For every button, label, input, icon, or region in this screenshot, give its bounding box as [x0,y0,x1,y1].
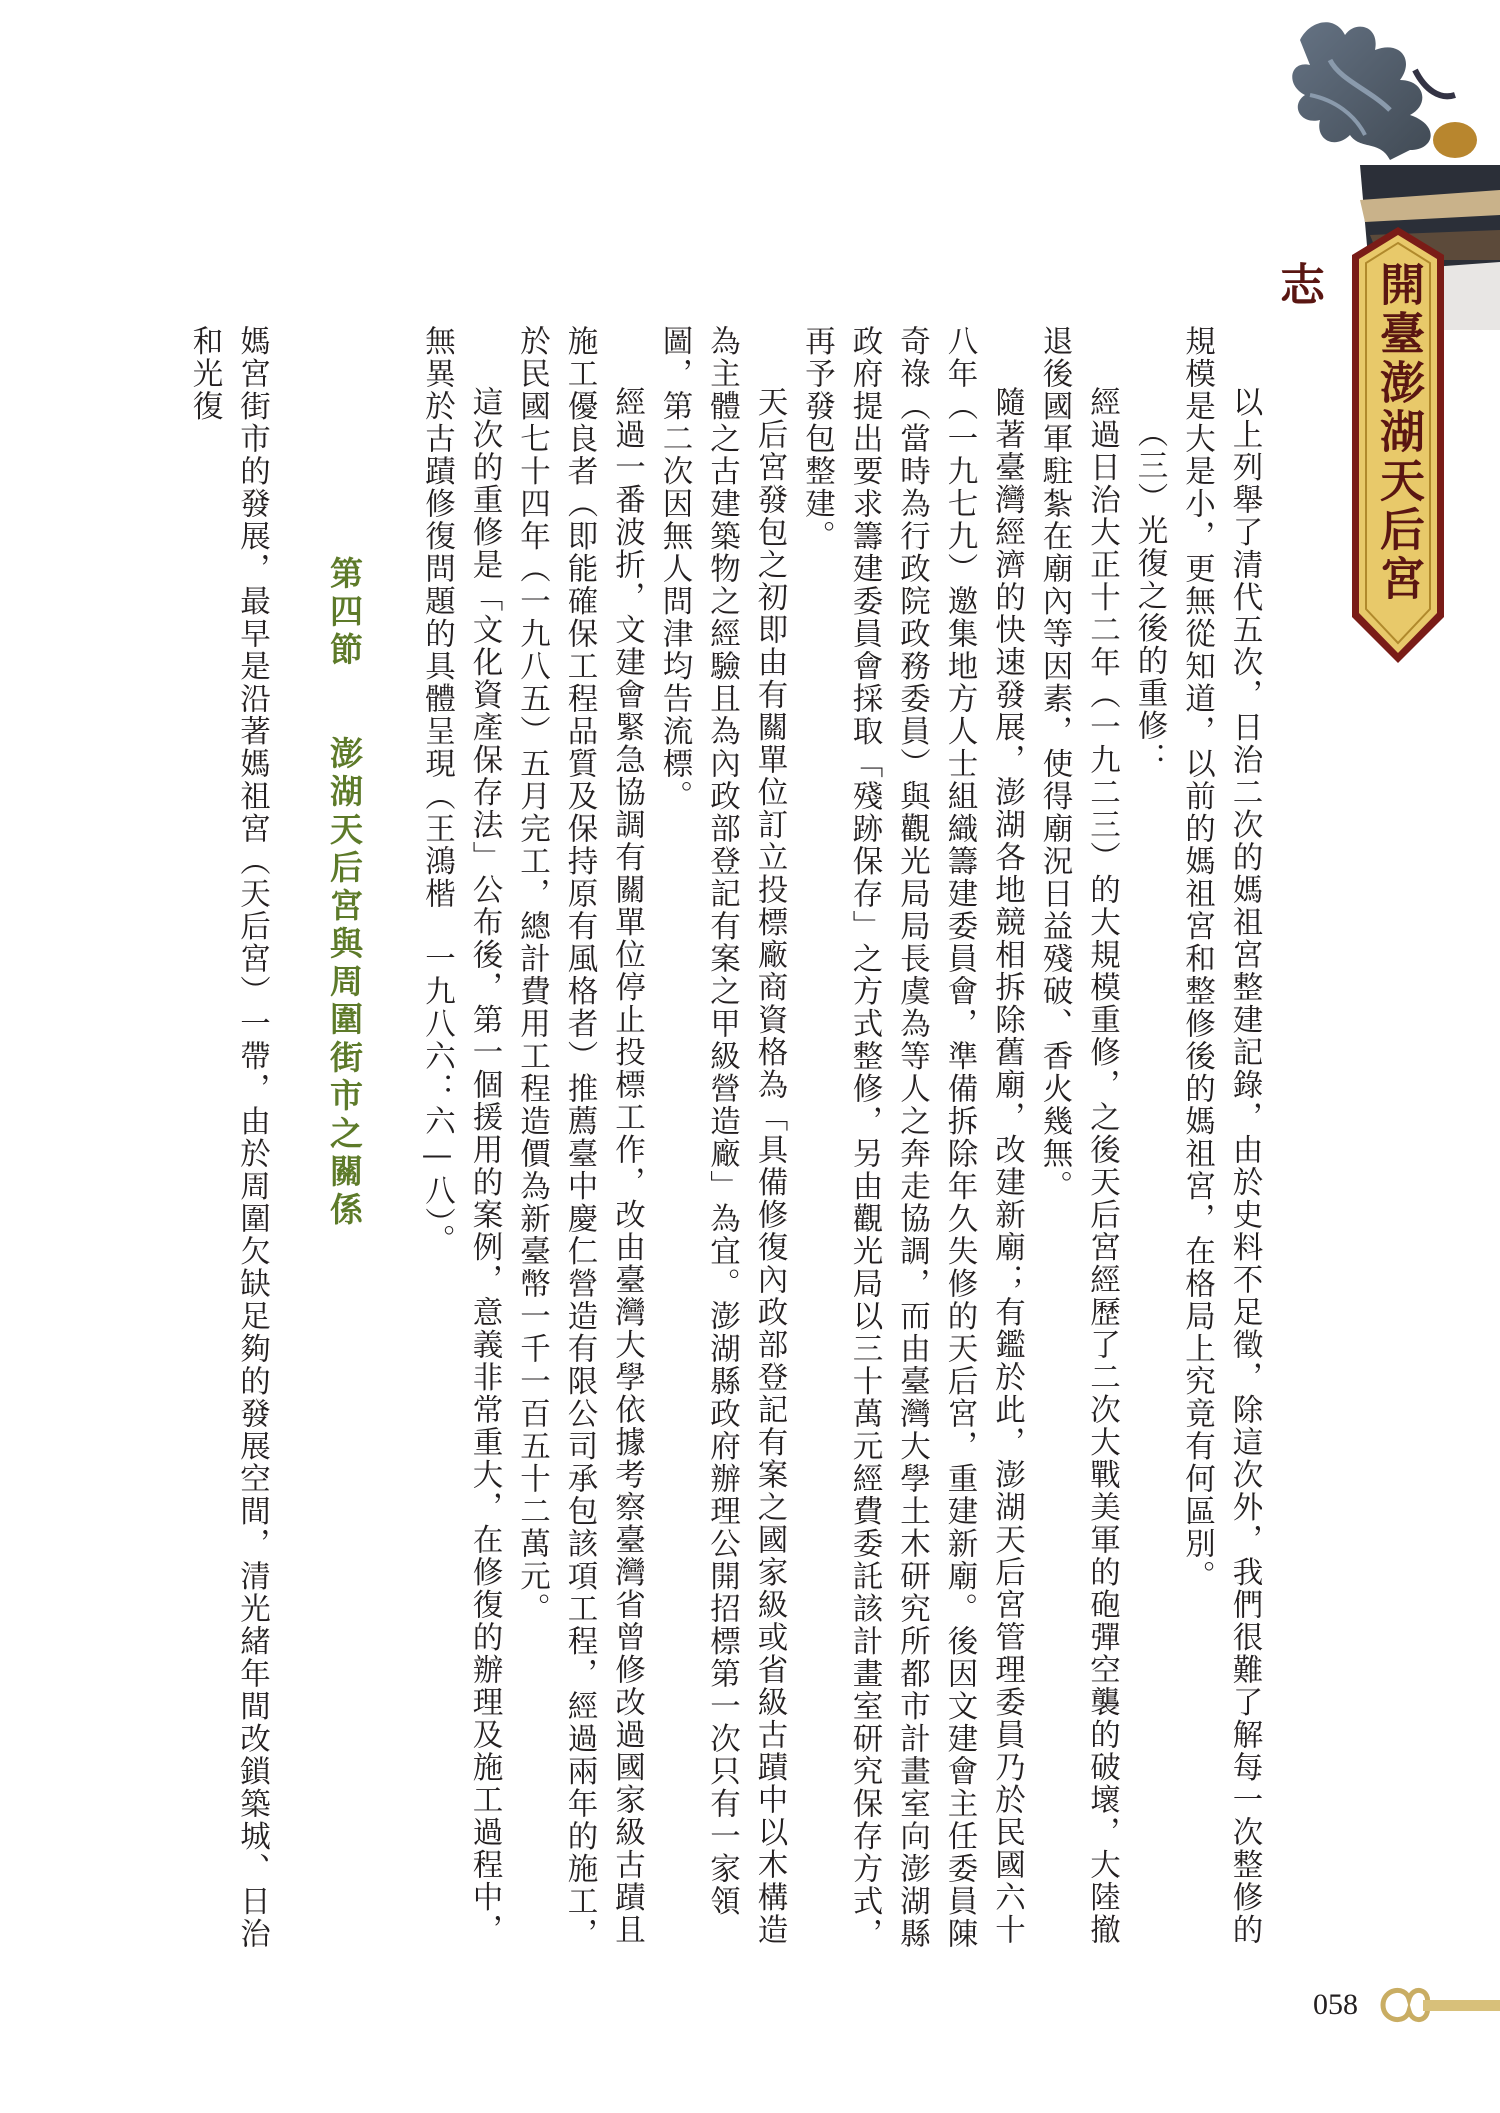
paragraph: 隨著臺灣經濟的快速發展，澎湖各地競相拆除舊廟，改建新廟；有鑑於此，澎湖天后宮管理委員乃於民國六十八年（一九七九）邀集地方人士組織籌建委員會，準備拆除年久失修的天后宮，重建新廟。後因文建會主任委員陳奇祿（當時為行政院政務委員）與觀光局局長虞為等人之奔走協調，而由臺灣大學土木研究所都市計畫室向澎湖縣政府提出要求籌建委員會採取「殘跡保存」之方式整修，另由觀光局以三十萬元經費委託該計畫室研究保存方式，再予發包整建。 [799,325,1025,1950]
section-title: 澎湖天后宮與周圍街市之關係 [325,736,364,1230]
paragraph: 經過日治大正十二年（一九二三）的大規模重修，之後天后宮經歷了二次大戰美軍的砲彈空襲的破壞，大陸撤退後國軍駐紮在廟內等因素，使得廟況日益殘破、香火幾無。 [1037,325,1120,1946]
sub-heading: （三）光復之後的重修： [1132,416,1167,774]
section-heading [321,325,369,1965]
paragraph: 媽宮街市的發展，最早是沿著媽祖宮（天后宮）一帶，由於周圍欠缺足夠的發展空間，清光緒年間改鎖築城、日治和光復 [187,325,270,1950]
paragraph: 經過一番波折，文建會緊急協調有關單位停止投標工作，改由臺灣大學依據考察臺灣省曾修改過國家級古蹟且施工優良者（即能確保工程品質及保持原有風格者）推薦臺中慶仁營造有限公司承包該項工程，經過兩年的施工，於民國七十四年（一九八五）五月完工，總計費用工程造價為新臺幣一千一百五十二萬元。 [514,325,645,1950]
book-title: 開臺澎湖天后宮志 [1272,261,1425,604]
paragraph: 這次的重修是「文化資產保存法」公布後，第一個援用的案例，意義非常重大，在修復的辦理及施工過程中，無異於古蹟修復問題的具體呈現（王鴻楷 一九八六：六—八）。 [419,325,502,1946]
page-number: 058 [1313,1988,1358,2021]
section-number: 第四節 [325,556,364,670]
body-text [158,325,1268,1965]
book-title-banner [1272,225,1448,665]
paragraph: 以上列舉了清代五次，日治二次的媽祖宮整建記錄，由於史料不足徵，除這次外，我們很難了解每一次整修的規模是大是小，更無從知道，以前的媽祖宮和整修後的媽祖宮，在格局上究竟有何區別。 [1179,325,1262,1946]
cloud-scroll-icon [1375,1975,1500,2035]
paragraph: 天后宮發包之初即由有關單位訂立投標廠商資格為「具備修復內政部登記有案之國家級或省級古蹟中以木構造為主體之古建築物之經驗且為內政部登記有案之甲級營造廠」為宜。澎湖縣政府辦理公開招標第一次只有一家領圖，第二次因無人問津均告流標。 [657,325,787,1946]
